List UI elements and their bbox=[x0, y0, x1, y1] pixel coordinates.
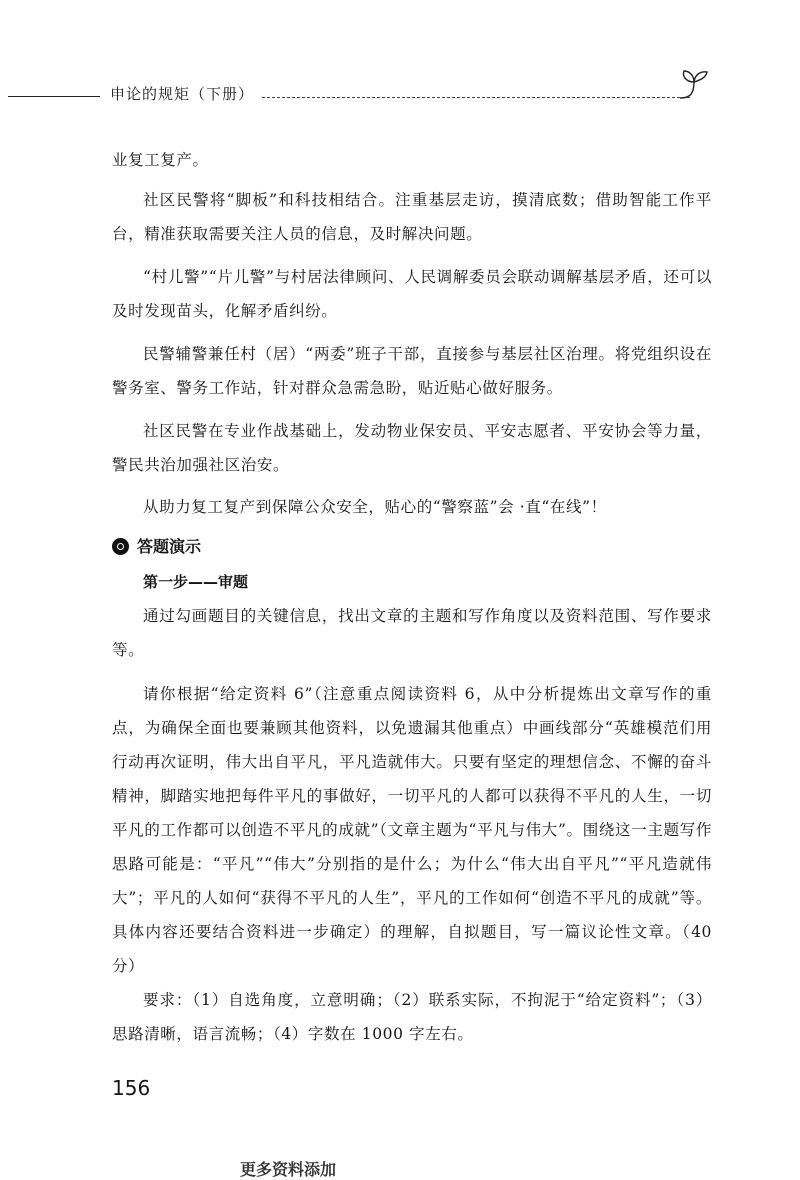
footer-watermark: 更多资料添加 bbox=[240, 1160, 337, 1179]
question-paragraph: 请你根据“给定资料 6”（注意重点阅读资料 6，从中分析提炼出文章写作的重点，为确保全面也要兼顾其他资料，以免遗漏其他重点）中画线部分“英雄模范们用行动再次证明，伟大出自平凡，平凡造就伟大。只要有坚定的理想信念、不懈的奋斗精神，脚踏实地把每件平凡的事做好，一切平凡的人都可以获得不平凡的人生，一切平凡的工作都可以创造不平凡的成就”（文章主题为“平凡与伟大”。围绕这一主题写作思路可能是：“平凡”“伟大”分别指的是什么；为什么“伟大出自平凡”“平凡造就伟大”；平凡的人如何“获得不平凡的人生”，平凡的工作如何“创造不平凡的成就”等。具体内容还要结合资料进一步确定）的理解，自拟题目，写一篇议论性文章。（40 分） bbox=[112, 685, 712, 975]
intro-paragraph: 通过勾画题目的关键信息，找出文章的主题和写作角度以及资料范围、写作要求等。 bbox=[112, 607, 712, 659]
body-paragraph: 社区民警在专业作战基础上，发动物业保安员、平安志愿者、平安协会等力量，警民共治加强社区治安。 bbox=[112, 422, 712, 474]
book-title: 申论的规矩（下册） bbox=[110, 85, 255, 103]
running-header bbox=[0, 78, 800, 108]
body-paragraph: 从助力复工复产到保障公众安全，贴心的“警察蓝”会 ·直“在线”！ bbox=[143, 498, 607, 516]
section-title: 答题演示 bbox=[137, 537, 202, 556]
body-paragraph: 社区民警将“脚板”和科技相结合。注重基层走访，摸清底数；借助智能工作平台，精准获取需要关注人员的信息，及时解决问题。 bbox=[112, 191, 712, 243]
requirements-paragraph: 要求：（1）自选角度，立意明确；（2）联系实际，不拘泥于“给定资料”；（3）思路清晰，语言流畅；（4）字数在 1000 字左右。 bbox=[112, 991, 712, 1043]
sprout-icon bbox=[676, 68, 712, 100]
step-heading: 第一步——审题 bbox=[143, 573, 249, 591]
bullet-disc-icon bbox=[112, 538, 129, 555]
body-paragraph: 民警辅警兼任村（居）“两委”班子干部，直接参与基层社区治理。将党组织设在警务室、警务工作站，针对群众急需急盼，贴近贴心做好服务。 bbox=[112, 345, 712, 397]
header-rule-left bbox=[8, 96, 100, 97]
body-paragraph: 业复工复产。 bbox=[112, 151, 209, 169]
page-number: 156 bbox=[112, 1076, 151, 1100]
body-paragraph: “村儿警”“片儿警”与村居法律顾问、人民调解委员会联动调解基层矛盾，还可以及时发现苗头，化解矛盾纠纷。 bbox=[112, 268, 712, 320]
header-rule-right bbox=[262, 97, 690, 98]
section-heading bbox=[112, 534, 201, 557]
